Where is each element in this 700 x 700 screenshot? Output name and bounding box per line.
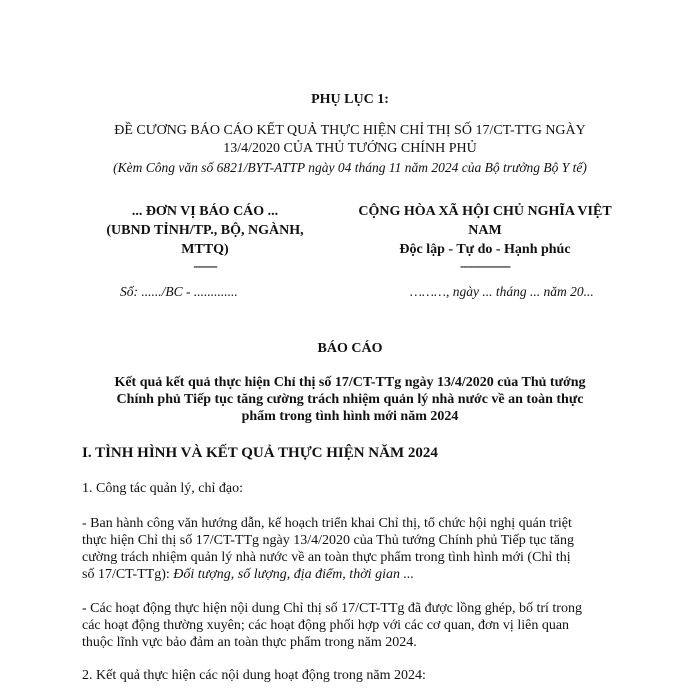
reporting-unit-line-3: MTTQ) <box>181 242 229 257</box>
national-motto: Độc lập - Tự do - Hạnh phúc <box>399 242 571 257</box>
paragraph-1-placeholder: Đối tượng, số lượng, địa điểm, thời gian ... <box>173 567 414 582</box>
outline-title-line-1: ĐỀ CƯƠNG BÁO CÁO KẾT QUẢ THỰC HIỆN CHỈ THỊ SỐ 17/CT-TTG NGÀY <box>114 123 586 138</box>
paragraph-1-line-4-text: số 17/CT-TTg): <box>82 567 174 582</box>
document-date: ………, ngày ... tháng ... năm 20... <box>410 284 594 299</box>
outline-title-line-2: 13/4/2020 CỦA THỦ TƯỚNG CHÍNH PHỦ <box>223 141 477 156</box>
national-motto-block <box>320 202 650 273</box>
outline-title <box>90 122 610 158</box>
paragraph-1-line-4 <box>82 566 638 583</box>
paragraph-1-line-2: thực hiện Chỉ thị số 17/CT-TTg ngày 13/4/2020 của Thủ tướng Chính phủ Tiếp tục tăng <box>82 533 574 548</box>
section-heading: I. TÌNH HÌNH VÀ KẾT QUẢ THỰC HIỆN NĂM 2024 <box>82 445 438 461</box>
report-subtitle-line-3: phẩm trong tình hình mới năm 2024 <box>241 409 459 424</box>
report-subtitle-line-1: Kết quả kết quả thực hiện Chỉ thị số 17/CT-TTg ngày 13/4/2020 của Thủ tướng <box>114 375 586 390</box>
appendix-title: PHỤ LỤC 1: <box>311 92 389 107</box>
document-number: Số: ....../BC - ............. <box>120 284 238 299</box>
paragraph-2-line-2: các hoạt động thường xuyên; các hoạt động phối hợp với các cơ quan, đơn vị liên quan <box>82 618 570 633</box>
report-subtitle <box>95 374 605 425</box>
report-title: BÁO CÁO <box>317 341 383 356</box>
subsection-heading-2: 2. Kết quả thực hiện các nội dung hoạt động trong năm 2024: <box>82 668 426 683</box>
paragraph-2-line-3: thuộc lĩnh vực bảo đảm an toàn thực phẩm trong năm 2024. <box>82 635 417 650</box>
reporting-unit-line-2: (UBND TỈNH/TP., BỘ, NGÀNH, <box>106 223 304 238</box>
national-motto-divider: --------------- <box>460 258 510 273</box>
subsection-heading-1: 1. Công tác quản lý, chỉ đạo: <box>82 481 243 496</box>
national-name-line-2: NAM <box>468 223 502 238</box>
report-subtitle-line-2: Chính phủ Tiếp tục tăng cường trách nhiệm quản lý nhà nước về an toàn thực <box>116 392 584 407</box>
paragraph-2-line-1: - Các hoạt động thực hiện nội dung Chỉ thị số 17/CT-TTg đã được lồng ghép, bố trí trong <box>82 601 582 616</box>
paragraph-1-line-1: - Ban hành công văn hướng dẫn, kế hoạch triển khai Chỉ thị, tổ chức hội nghị quán triệt <box>82 516 572 531</box>
reporting-unit-block <box>70 202 340 273</box>
reporting-unit-divider: ------- <box>193 258 217 273</box>
national-name-line-1: CỘNG HÒA XÃ HỘI CHỦ NGHĨA VIỆT <box>358 204 612 219</box>
reporting-unit-line-1: ... ĐƠN VỊ BÁO CÁO ... <box>131 204 279 219</box>
paragraph-2 <box>82 600 638 651</box>
paragraph-1-line-3: cường trách nhiệm quản lý nhà nước về an toàn thực phẩm trong tình hình mới (Chỉ thị <box>82 550 571 565</box>
paragraph-1 <box>82 515 638 583</box>
outline-note: (Kèm Công văn số 6821/BYT-ATTP ngày 04 tháng 11 năm 2024 của Bộ trưởng Bộ Y tế) <box>113 160 587 175</box>
